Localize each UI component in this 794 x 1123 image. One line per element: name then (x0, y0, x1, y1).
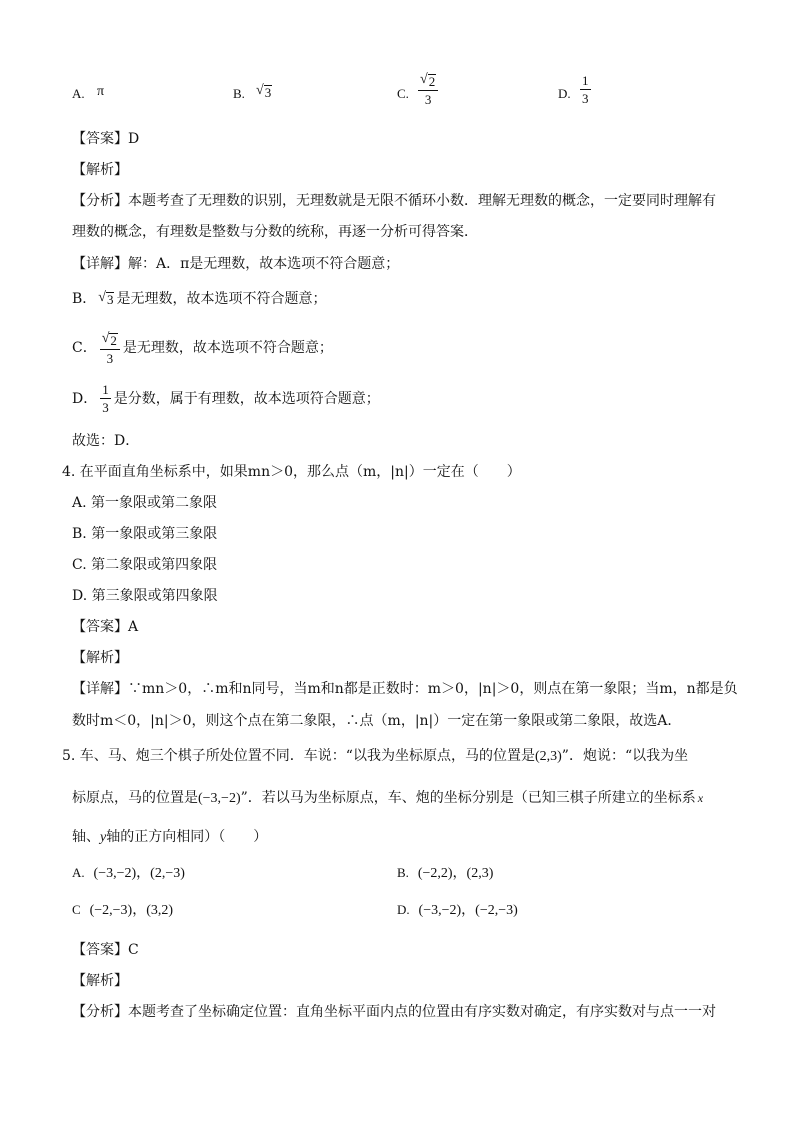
q3-option-a-label: A. (72, 86, 85, 101)
q3-detail-d-fraction (100, 383, 111, 414)
q3-detail-d-numerator: 1 (102, 382, 109, 397)
q5-stem-line1-coord: (2,3) (534, 749, 562, 764)
q3-detail-d-suffix: 是分数，属于有理数，故本选项符合题意； (113, 390, 380, 407)
q3-detail-c-prefix: C． (72, 340, 97, 356)
q3-option-c-fraction (418, 72, 438, 106)
q3-detail-d (72, 383, 380, 414)
q3-option-b-label: B. (233, 86, 245, 101)
q5-stem-line3 (72, 830, 267, 845)
q4-option-a: A. 第一象限或第二象限 (72, 495, 218, 511)
q4-stem: 4. 在平面直角坐标系中，如果mn＞0，那么点（m，|n|）一定在（ ） (62, 464, 521, 480)
q4-detail-line2: 数时m＜0，|n|＞0，则这个点在第二象限，∴点（m，|n|）一定在第一象限或第二象限，故选A． (72, 713, 682, 729)
q5-stem-line2 (72, 791, 703, 806)
q3-detail-c-fraction (100, 331, 120, 365)
q5-analysis-heading: 【解析】 (72, 973, 128, 989)
q5-option-b-label: B. (397, 865, 409, 880)
q5-stem-line2-tail: ”．若以马为坐标原点，车、炮的坐标分别是（已知三棋子所建立的坐标系 (240, 790, 696, 806)
q5-option-b (397, 866, 493, 881)
q4-detail-line1: 【详解】∵mn＞0，∴m和n同号，当m和n都是正数时：m＞0，|n|＞0，则点在第一象限；当m，n都是负 (72, 681, 738, 697)
q5-stem-line1-text: 5. 车、马、炮三个棋子所处位置不同．车说：“以我为坐标原点，马的位置是 (62, 748, 535, 764)
q3-detail-d-prefix: D． (72, 390, 98, 407)
q5-option-d (397, 903, 518, 918)
q3-option-d-label: D. (558, 86, 571, 101)
q5-stem-line2-x: x (697, 791, 704, 805)
q5-option-a (72, 866, 185, 881)
q3-detail-c (72, 331, 333, 365)
q4-option-d: D. 第三象限或第四象限 (72, 588, 218, 604)
q3-detail-b-prefix: B． (72, 290, 97, 307)
q3-option-d-fraction (580, 74, 591, 105)
q3-answer: 【答案】D (72, 131, 140, 147)
q5-analysis-line1: 【分析】本题考查了坐标确定位置：直角坐标平面内点的位置由有序实数对确定，有序实数对与点一一对 (72, 1004, 716, 1020)
q3-analysis-heading: 【解析】 (72, 162, 128, 178)
q3-detail-b-sqrt (98, 291, 114, 306)
q3-choose: 故选：D． (72, 433, 140, 449)
q5-option-d-value: (−3,−2)，(−2,−3) (418, 903, 518, 918)
q5-stem-line2-text: 标原点，马的位置是 (72, 790, 198, 806)
q3-detail-b-radicand: 3 (106, 292, 114, 307)
q3-option-b-sqrt (256, 84, 272, 99)
q3-option-d-numerator: 1 (582, 73, 589, 88)
q4-option-b: B. 第一象限或第三象限 (72, 526, 218, 542)
q3-option-d-denominator: 3 (582, 91, 589, 106)
q3-option-a-value: π (97, 84, 105, 99)
q3-option-c-numerator: 2 (428, 74, 436, 89)
q5-answer: 【答案】C (72, 942, 139, 958)
q5-stem-line1 (62, 749, 688, 764)
q5-option-c-label: C (72, 902, 81, 917)
q3-detail-a: 【详解】解：A．π是无理数，故本选项不符合题意； (72, 256, 400, 272)
q4-answer: 【答案】A (72, 619, 139, 635)
sqrt-symbol: √ (420, 72, 428, 87)
q5-stem-line3-tail: 轴的正方向相同）（ ） (106, 829, 268, 845)
q3-analysis-line2: 理数的概念，有理数是整数与分数的统称，再逐一分析可得答案． (72, 224, 478, 240)
sqrt-symbol: √ (256, 83, 264, 98)
q3-detail-c-denominator: 3 (106, 351, 114, 366)
q3-detail-b-suffix: 是无理数，故本选项不符合题意； (116, 290, 327, 307)
q5-option-d-label: D. (397, 902, 410, 917)
q5-stem-line2-coord: (−3,−2) (198, 791, 241, 806)
q3-option-b-radicand: 3 (264, 85, 272, 100)
q5-stem-line1-tail: ”．炮说：“以我为坐 (561, 748, 689, 764)
q3-detail-d-denominator: 3 (102, 400, 109, 415)
q5-option-b-value: (−2,2)，(2,3) (417, 866, 494, 881)
sqrt-symbol: √ (98, 290, 106, 305)
q5-option-c-value: (−2,−3)，(3,2) (89, 903, 174, 918)
q5-option-a-label: A. (72, 865, 85, 880)
q3-option-c-denominator: 3 (424, 92, 432, 107)
q4-option-c: C. 第二象限或第四象限 (72, 557, 218, 573)
q4-analysis-heading: 【解析】 (72, 650, 128, 666)
q3-detail-c-suffix: 是无理数，故本选项不符合题意； (122, 340, 333, 356)
q5-option-a-value: (−3,−2)，(2,−3) (93, 866, 185, 881)
q3-analysis-line1: 【分析】本题考查了无理数的识别，无理数就是无限不循环小数．理解无理数的概念，一定要同时理解有 (72, 193, 716, 209)
q3-detail-c-numerator: 2 (110, 333, 117, 348)
q3-option-c-label: C. (397, 86, 409, 101)
q5-option-c (72, 903, 173, 918)
sqrt-symbol: √ (101, 331, 110, 346)
q5-stem-line3-text: 轴、 (72, 829, 100, 845)
q3-detail-b (72, 291, 326, 306)
q5-stem-line3-y: y (100, 830, 107, 845)
